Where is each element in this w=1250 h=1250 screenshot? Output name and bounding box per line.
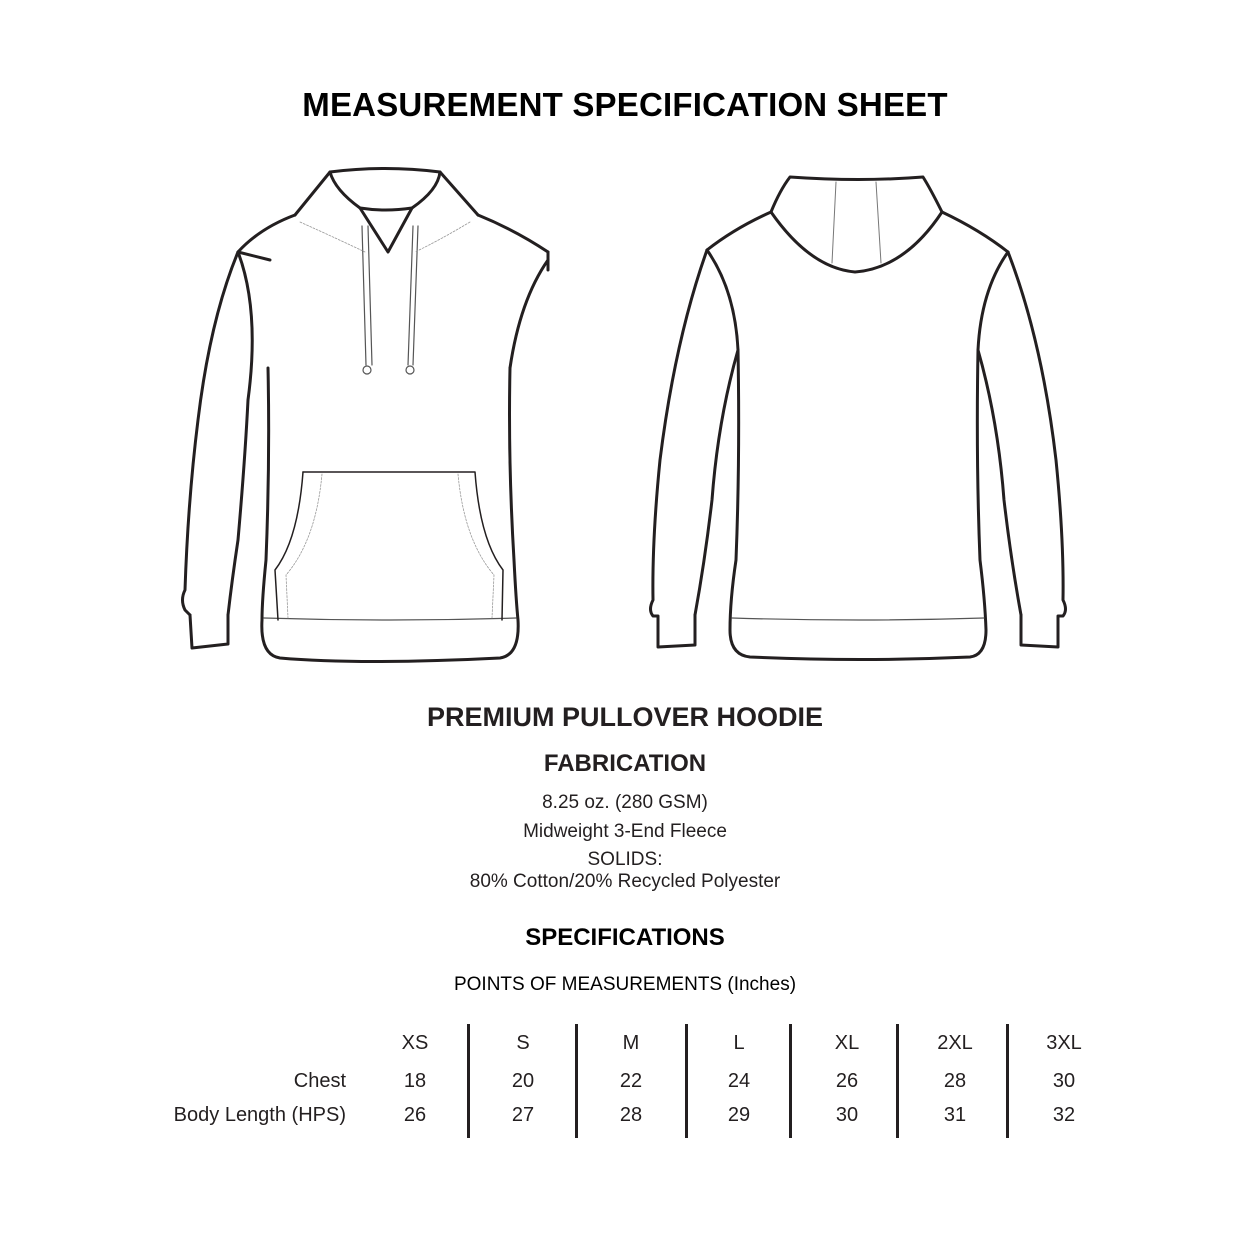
specifications-heading: SPECIFICATIONS bbox=[525, 924, 725, 951]
column-divider bbox=[1006, 1024, 1009, 1138]
fabrication-solids-label: SOLIDS: bbox=[587, 849, 663, 870]
table-cell: 29 bbox=[727, 1104, 751, 1126]
size-header-xl: XL bbox=[834, 1032, 860, 1054]
table-cell: 20 bbox=[511, 1070, 535, 1092]
row-label-chest: Chest bbox=[293, 1070, 346, 1092]
size-header-m: M bbox=[622, 1032, 640, 1054]
table-cell: 28 bbox=[619, 1104, 643, 1126]
size-header-3xl: 3XL bbox=[1046, 1032, 1082, 1054]
points-of-measurement-subheading: POINTS OF MEASUREMENTS (Inches) bbox=[453, 974, 797, 995]
size-header-s: S bbox=[516, 1032, 530, 1054]
table-cell: 30 bbox=[835, 1104, 859, 1126]
size-header-2xl: 2XL bbox=[937, 1032, 973, 1054]
column-divider bbox=[467, 1024, 470, 1138]
table-cell: 18 bbox=[403, 1070, 427, 1092]
row-label-body-length: Body Length (HPS) bbox=[173, 1104, 346, 1126]
fabrication-weight: 8.25 oz. (280 GSM) bbox=[542, 792, 708, 813]
hoodie-front-drawing bbox=[170, 160, 550, 670]
table-cell: 31 bbox=[943, 1104, 967, 1126]
fabrication-fleece: Midweight 3-End Fleece bbox=[523, 821, 727, 842]
fabrication-heading: FABRICATION bbox=[543, 750, 707, 777]
table-cell: 26 bbox=[403, 1104, 427, 1126]
table-cell: 28 bbox=[943, 1070, 967, 1092]
column-divider bbox=[789, 1024, 792, 1138]
table-cell: 26 bbox=[835, 1070, 859, 1092]
table-cell: 27 bbox=[511, 1104, 535, 1126]
table-cell: 30 bbox=[1052, 1070, 1076, 1092]
column-divider bbox=[575, 1024, 578, 1138]
fabrication-composition: 80% Cotton/20% Recycled Polyester bbox=[469, 871, 781, 892]
table-cell: 22 bbox=[619, 1070, 643, 1092]
hoodie-back-drawing bbox=[640, 160, 1080, 670]
table-cell: 24 bbox=[727, 1070, 751, 1092]
table-cell: 32 bbox=[1052, 1104, 1076, 1126]
column-divider bbox=[685, 1024, 688, 1138]
page-title: MEASUREMENT SPECIFICATION SHEET bbox=[302, 86, 948, 123]
product-name: PREMIUM PULLOVER HOODIE bbox=[426, 702, 824, 732]
size-header-xs: XS bbox=[401, 1032, 429, 1054]
size-header-l: L bbox=[733, 1032, 745, 1054]
